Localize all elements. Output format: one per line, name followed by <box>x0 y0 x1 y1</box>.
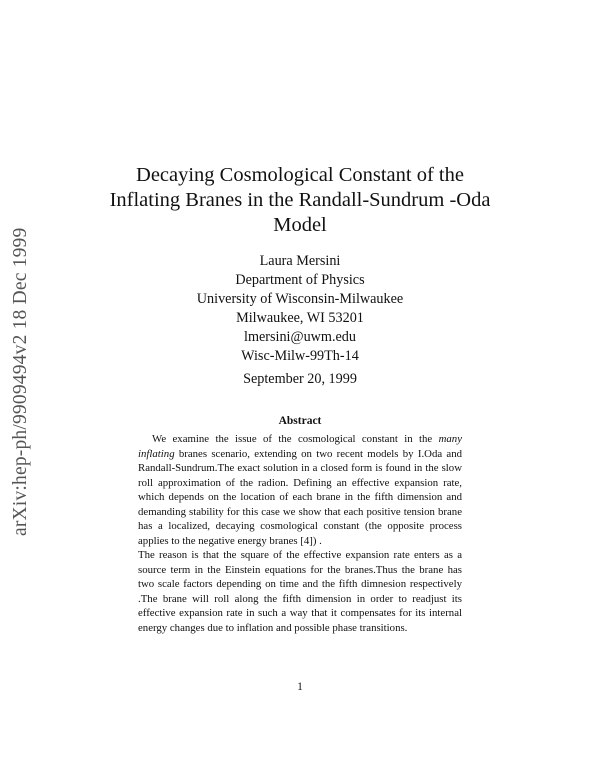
title-line-1: Decaying Cosmological Constant of the <box>136 164 464 186</box>
abstract-heading: Abstract <box>278 415 322 427</box>
author-block <box>100 252 500 366</box>
title-line-2: Inflating Branes in the Randall-Sundrum -Oda <box>109 189 491 211</box>
abstract-paragraph-2: The reason is that the square of the effective expansion rate enters as a source term in the Einstein equations for the branes.Thus the brane has two scale factors depending on time and the fifth dimnesion respectively .The brane will roll along the fifth dimension in order to readjust its effective expansion rate in such a way that it compensates for its internal energy changes due to inflation and possible phase transitions. <box>138 549 462 634</box>
arxiv-identifier: arXiv:hep-ph/9909494v2 18 Dec 1999 <box>10 227 31 536</box>
abstract-text-1a: We examine the issue of the cosmological constant in the <box>152 433 439 445</box>
page-number: 1 <box>297 681 303 693</box>
author-university: University of Wisconsin-Milwaukee <box>196 291 404 307</box>
paper-title <box>90 163 510 238</box>
author-department: Department of Physics <box>235 272 365 288</box>
abstract-emphasis: many inflating <box>138 433 462 460</box>
author-email[interactable]: lmersini@uwm.edu <box>244 329 356 345</box>
title-line-3: Model <box>273 214 327 236</box>
author-name: Laura Mersini <box>259 253 341 269</box>
abstract-body <box>138 432 462 635</box>
abstract-text-1b: branes scenario, extending on two recent models by I.Oda and Randall-Sundrum.The exact solution in a closed form is found in the slow roll approximation of the radion. Defining an effective expansion rate, which depends on the location of each brane in the fifth dimension and demanding stability for this case we show that each positive tension brane has a localized, decaying cosmological constant (the opposite process applies to the negative energy branes [4]) . <box>138 447 462 547</box>
paper-date: September 20, 1999 <box>243 371 357 387</box>
author-city: Milwaukee, WI 53201 <box>236 310 364 326</box>
report-number: Wisc-Milw-99Th-14 <box>241 348 359 364</box>
abstract-paragraph-1 <box>138 432 462 548</box>
